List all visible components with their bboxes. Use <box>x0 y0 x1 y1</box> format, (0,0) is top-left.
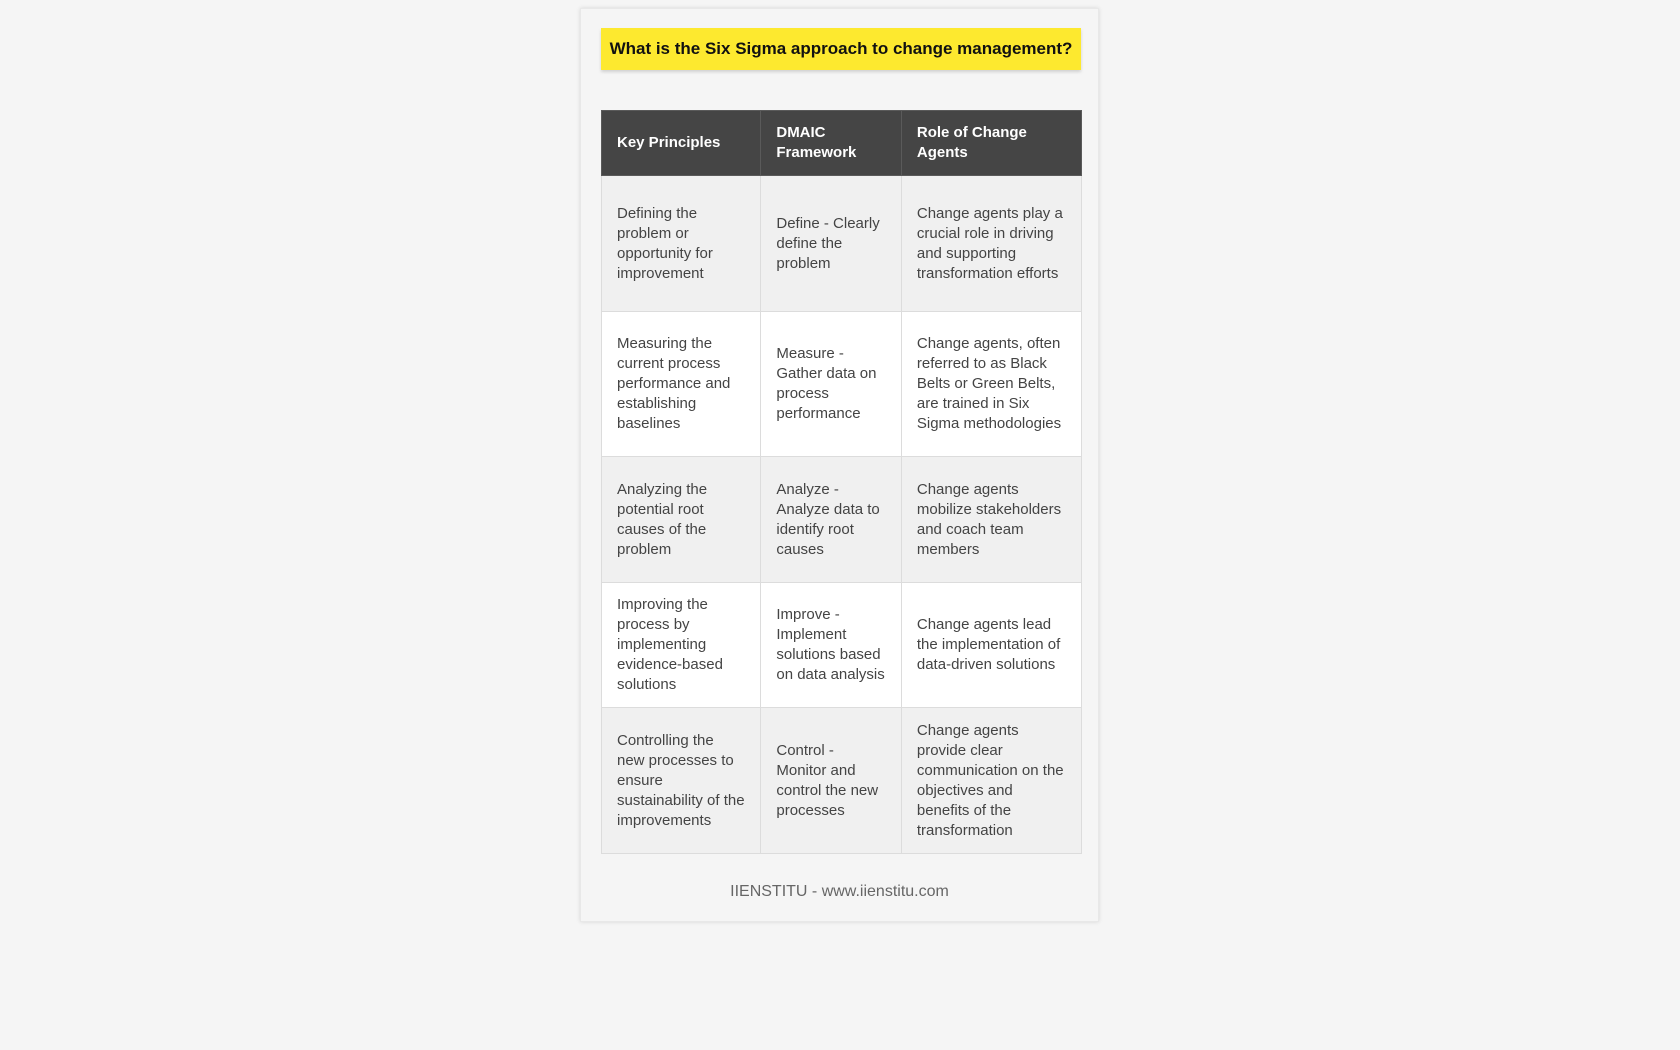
table-row <box>602 583 1082 708</box>
cell-key-principle: Improving the process by implementing evidence-based solutions <box>602 583 761 708</box>
table-row <box>602 312 1082 457</box>
cell-dmaic: Control - Monitor and control the new processes <box>761 708 902 854</box>
cell-change-agents: Change agents provide clear communication on the objectives and benefits of the transformation <box>901 708 1081 854</box>
header-role-of-change-agents: Role of Change Agents <box>901 111 1081 176</box>
table-header-row <box>602 111 1082 176</box>
cell-change-agents: Change agents lead the implementation of data-driven solutions <box>901 583 1081 708</box>
table-row <box>602 176 1082 312</box>
six-sigma-table <box>601 110 1082 854</box>
cell-change-agents: Change agents mobilize stakeholders and coach team members <box>901 457 1081 583</box>
header-dmaic-framework: DMAIC Framework <box>761 111 902 176</box>
table-row <box>602 708 1082 854</box>
cell-dmaic: Define - Clearly define the problem <box>761 176 902 312</box>
footer-credit: IIENSTITU - www.iienstitu.com <box>730 883 949 900</box>
cell-key-principle: Measuring the current process performance and establishing baselines <box>602 312 761 457</box>
cell-dmaic: Improve - Implement solutions based on data analysis <box>761 583 902 708</box>
cell-dmaic: Analyze - Analyze data to identify root causes <box>761 457 902 583</box>
cell-change-agents: Change agents play a crucial role in driving and supporting transformation efforts <box>901 176 1081 312</box>
cell-change-agents: Change agents, often referred to as Black Belts or Green Belts, are trained in Six Sigma methodologies <box>901 312 1081 457</box>
cell-key-principle: Defining the problem or opportunity for improvement <box>602 176 761 312</box>
cell-key-principle: Analyzing the potential root causes of the problem <box>602 457 761 583</box>
table-row <box>602 457 1082 583</box>
header-key-principles: Key Principles <box>602 111 761 176</box>
cell-key-principle: Controlling the new processes to ensure sustainability of the improvements <box>602 708 761 854</box>
content-card <box>580 8 1099 922</box>
question-banner: What is the Six Sigma approach to change management? <box>601 28 1081 70</box>
cell-dmaic: Measure - Gather data on process performance <box>761 312 902 457</box>
